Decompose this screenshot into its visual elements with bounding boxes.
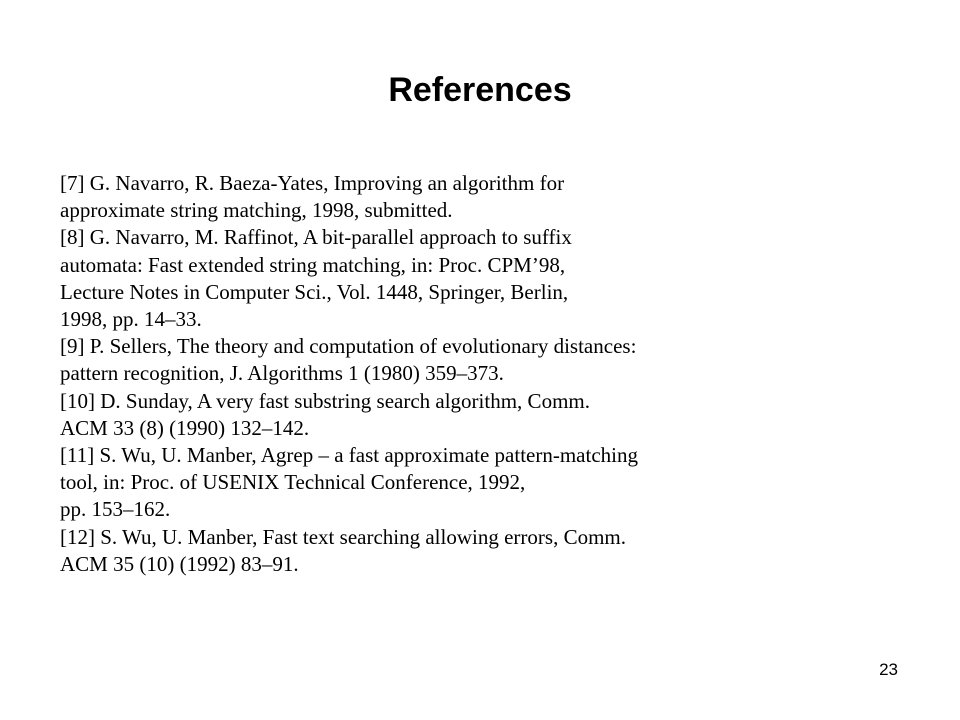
reference-line: [9] P. Sellers, The theory and computation of evolutionary distances:: [60, 334, 637, 359]
reference-line: [7] G. Navarro, R. Baeza-Yates, Improving an algorithm for: [60, 171, 565, 195]
reference-line: ACM 35 (10) (1992) 83–91.: [60, 551, 299, 576]
reference-line: ACM 33 (8) (1990) 132–142.: [60, 415, 310, 440]
reference-line: 1998, pp. 14–33.: [60, 307, 202, 332]
reference-line: pattern recognition, J. Algorithms 1 (1980) 359–373.: [60, 361, 504, 386]
reference-line: [12] S. Wu, U. Manber, Fast text searching allowing errors, Comm.: [60, 524, 626, 549]
reference-line: approximate string matching, 1998, submitted.: [60, 198, 453, 223]
slide-title: References: [388, 71, 572, 109]
reference-line: tool, in: Proc. of USENIX Technical Conference, 1992,: [60, 470, 526, 495]
reference-line: pp. 153–162.: [60, 497, 171, 522]
references-list: [60, 170, 920, 578]
page-number: 23: [879, 660, 898, 679]
reference-line: [11] S. Wu, U. Manber, Agrep – a fast approximate pattern-matching: [60, 443, 638, 468]
reference-line: automata: Fast extended string matching, in: Proc. CPM’98,: [60, 252, 566, 277]
reference-line: [8] G. Navarro, M. Raffinot, A bit-parallel approach to suffix: [60, 225, 572, 250]
reference-line: Lecture Notes in Computer Sci., Vol. 1448, Springer, Berlin,: [60, 279, 569, 304]
reference-line: [10] D. Sunday, A very fast substring search algorithm, Comm.: [60, 388, 590, 413]
